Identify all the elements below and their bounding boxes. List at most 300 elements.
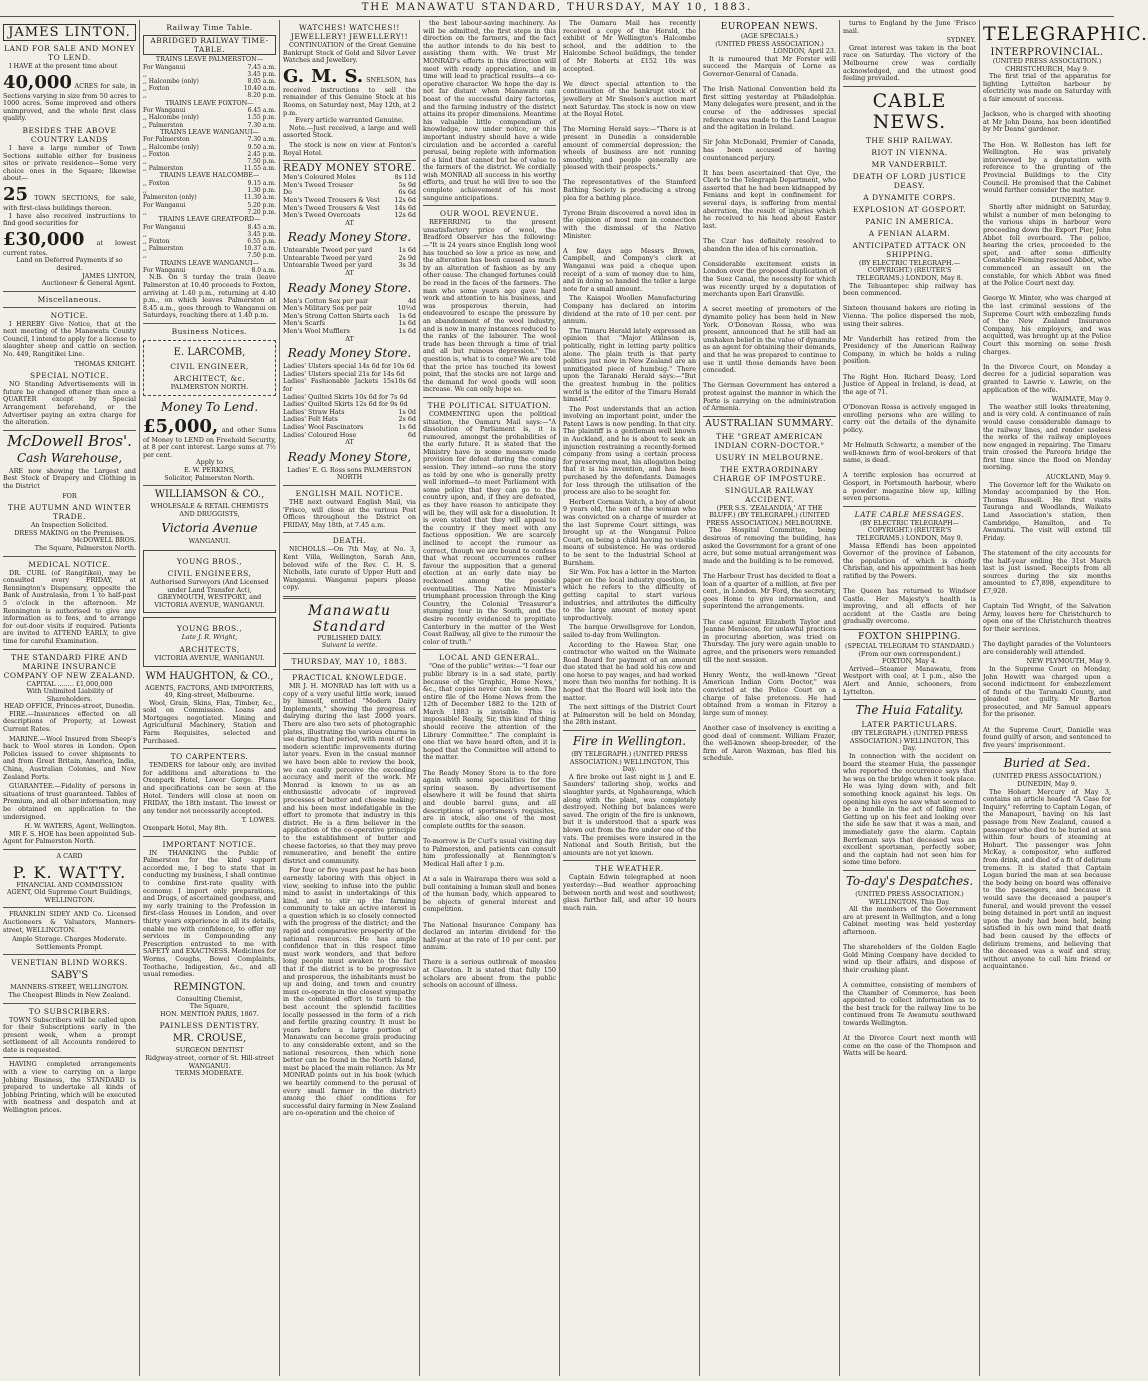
timetable-row	[143, 238, 276, 245]
wool-heading: OUR WOOL REVENUE.	[439, 209, 540, 219]
carpenters-text: TENDERS for labour only, are invited for additions and alterations to the Oxenpark Hotel, Lower Gorge. Plans and specifications can be seen at the Hotel. Tenders will close at noon on FRIDAY, the 18th instant. The lowest or any tender not necessarily accepted.	[143, 761, 276, 815]
insurance-liability: With Unlimited Liability of Shareholders.	[26, 687, 113, 703]
dateline-1: (UNITED PRESS ASSOCIATION.) CHRISTCHURCH, May 9.	[992, 57, 1102, 73]
australian-heading: AUSTRALIAN SUMMARY.	[705, 418, 834, 429]
remington-honour: HON. MENTION PARIS, 1867.	[160, 1009, 259, 1018]
railway-leave-palmerston: TRAINS LEAVE PALMERSTON—	[155, 55, 264, 63]
buried-heading: Buried at Sea.	[1003, 756, 1091, 771]
young-bros-engineers-ad	[143, 550, 276, 613]
timetable-row	[143, 180, 276, 187]
price-item: Men's Wool Mufflers	[283, 327, 350, 336]
timetable-row	[143, 151, 276, 158]
buried-text: The Hobart Mercury of May 3, contains an article headed "A Case for Inquiry," referring to Captain Logan, of the Manapouri, having on his last passage from New Zealand, caused a passenger who died to be buried at sea within four hours of steaming at Hobart. The passenger was John McKay, a compositor, who suffered from drink, and died of a fit of delirium tremens. It is stated that Captain Logan buried the man at sea because the body being on board was offensive to the passengers, and because it would save the deceased a pauper's funeral, and would prevent the vessel being detained in port until an inquest upon the body had been held, being satisfied in his own mind that death had been caused by the effects of delirium tremens, and believing that the deceased was a waif and stray, without anyone to call him friend or acquaintance.	[983, 787, 1111, 971]
huia-sub: LATER PARTICULARS.	[861, 720, 958, 730]
insurance-office: HEAD OFFICE, Princes-street, Dunedin.	[3, 702, 136, 711]
dateline-5: NEW PLYMOUTH, May 9.	[1026, 657, 1111, 666]
at-label: AT	[345, 269, 354, 278]
divider	[143, 748, 276, 749]
price-value: 3s 3d	[398, 261, 416, 270]
special-text: NO Standing Advertisements will in future be changed oftener than once a QUARTER except by Special Arrangement beforehand, or the Advertiser paying an extra charge for the alteration.	[3, 380, 136, 427]
misc-heading: Miscellaneous.	[37, 294, 102, 304]
timetable-destination: ,, Palmerston	[143, 245, 184, 253]
timetable-time: 7.30 a.m.	[247, 121, 276, 129]
divider	[3, 954, 136, 955]
timetable-row	[143, 114, 276, 121]
timetable-row	[143, 245, 276, 252]
column-5	[560, 20, 700, 1376]
timetable-destination: For Wanganui	[143, 63, 186, 71]
venetian-heading: VENETIAN BLIND WORKS.	[11, 958, 128, 968]
railway-subheading: ABRIDGED RAILWAY TIME-TABLE.	[143, 35, 276, 55]
ready-money-script: Ready Money Store.	[287, 346, 412, 361]
railway-leave-greatford: TRAINS LEAVE GREATFORD—	[158, 215, 261, 224]
larcomb-role-2: ARCHITECT, &c.	[173, 374, 246, 383]
dateline-2: DUNEDIN, May 9.	[1051, 195, 1111, 204]
english-mail-heading: ENGLISH MAIL NOTICE.	[295, 488, 404, 498]
mcdowell-inspect: An Inspection Solicited.	[30, 521, 109, 530]
fox-text: Sir Wm. Fox has a letter in the Marton paper on the local industry question, in which he refers to the difficulty of getting capital to start various industries, and attributes the difficulty to the large amount of money spent unproductively.	[563, 568, 696, 622]
practical-heading: PRACTICAL KNOWLEDGE.	[292, 673, 407, 683]
column-6	[700, 20, 840, 1376]
timetable-time: 6.55 p.m.	[247, 238, 276, 246]
telegraphic-text-3: The weather still looks threatening, and is very cold. A continuance of rain would cause considerable damage to the railway lines, and render useless the works of the railway employees now engaged in repairing. The Timaru train crossed the Pareora bridge the first time since the flood on Monday morning.	[983, 402, 1111, 472]
timetable-time: 7.50 p.m.	[247, 158, 276, 166]
timetable-time: 8.20 p.m.	[247, 92, 276, 100]
divider	[143, 323, 276, 324]
fire-subheading: (BY TELEGRAPH.) (UNITED PRESS ASSOCIATION.) WELLINGTON, This Day.	[569, 750, 690, 774]
price-value: 2s 9d	[398, 253, 416, 262]
money-to-lend-block	[143, 417, 276, 460]
carpenters-date: Oxenpark Hotel, May 8th.	[143, 824, 228, 832]
article-continued: the best labour-saving machinery. As will be admitted, the first steps in this direction on the farmers, and the fact the author intends to do his best to assisting them with. We trust Mr MONRAD's efforts in this direction will meet with ready appreciation, and in time will lead to practical results—a co-operative character. We hope the day is not far distant when Manawatu can boast of the successful dairy factories, and the farming industry of the district attains its proper dimensions. Meantime his valuable little compendium of knowledge, now under notice, or this important industry should have a wide circulation and be accorded a careful perusal, being replete with information of a kind that cannot but be of value to the farmers of the district. We cordially wish MONRAD all success in his worthy efforts, and trust he will live to see the complete achievement of his most sanguine anticipations.	[423, 19, 556, 202]
at-label: AT	[345, 334, 354, 343]
notice-heading: NOTICE.	[50, 310, 89, 320]
price-item: Ladies' Coloured Hose	[283, 430, 357, 439]
late-cable-heading: LATE CABLE MESSAGES.	[854, 509, 965, 519]
foxton-per: (SPECIAL TELEGRAM TO STANDARD.) (From our own correspondent.) FOXTON, May 4.	[844, 642, 975, 666]
column-7	[840, 20, 980, 1376]
besides-text: I have a large number of Town Sections suitable either for business sites or private residence—Some very choice ones in the Square; likewise about—	[3, 143, 136, 183]
divider	[563, 730, 696, 731]
money-amount: £30,000	[3, 228, 85, 250]
timetable-time: 5.20 p.m.	[247, 201, 276, 209]
cable-heading: CABLE NEWS.	[872, 89, 947, 133]
gms-name: G. M. S.	[283, 65, 364, 87]
column-1	[0, 20, 140, 1376]
young-bros-address: GREYMOUTH, WESTPORT, and VICTORIA AVENUE, WANGANUI.	[154, 593, 265, 609]
timetable-time: 11.30 a.m.	[243, 194, 276, 202]
at-label: AT	[345, 218, 354, 227]
divider	[283, 596, 416, 599]
timetable-destination: ,, Foxton	[143, 150, 170, 158]
timetable-time: 7.50 p.m.	[247, 252, 276, 260]
price-value: 14s 6d	[394, 203, 416, 212]
timetable-destination: For Palmerston	[143, 136, 190, 144]
young-bros-late: Late J. R. Wright,	[181, 633, 238, 642]
telegraphic-text-1: The first trial of the apparatus for lighting Lyttelton harbour by electricity was made on Saturday with a fair amount of success. Jackson, who is charged with shooting at Mr John Deans, has been identified by Mr Deans' gardener. The Hon. W. Rolleston has left for Wellington. He was privately interviewed by a deputation with reference to the granting of the Provincial Buildings to the City Council. He promised that the Cabinet would further consider the matter.	[983, 72, 1111, 195]
money-to-lend-text: and other Sums of Money to LEND on Freehold Security, at 8 per cent interest. Large sums at 7½ per cent.	[143, 425, 276, 459]
timetable-destination: ,,	[143, 158, 147, 166]
veitch-text: Herbert Corman Veitch, a boy of about 9 years old, the son of the woman who was convicted on a charge of murder at the last Supreme Court sittings, was brought up at the Wanganui Police Court, on being a child having no visible means of subsistence. He was ordered to be sent to the Industrial School at Burnham.	[563, 497, 696, 567]
subscribers-heading: TO SUBSCRIBERS.	[28, 1006, 111, 1016]
australian-sub-2: USURY IN MELBOURNE.	[715, 452, 824, 462]
english-mail-text: THE next outward English Mail, via 'Frisco, will close at the various Post Offices throughout the District on FRIDAY, May 18th, at 7.45 a.m.	[283, 497, 416, 529]
price-row	[283, 182, 416, 190]
railway-leave-foxton: TRAINS LEAVE FOXTON—	[165, 98, 254, 107]
mcdowell-trade: THE AUTUMN AND WINTER TRADE.	[7, 503, 132, 522]
timetable-row	[143, 78, 276, 85]
price-item: Men's Military Sox per pair	[283, 304, 373, 313]
divider	[3, 1057, 136, 1058]
australian-per: (PER S.S. 'ZEALANDIA,' AT THE BLUFF.) (BY TELEGRAPH.) (UNITED PRESS ASSOCIATION.) MELBOURNE.	[706, 503, 833, 527]
timetable-destination: ,,	[143, 230, 147, 238]
railway-table-palmerston	[143, 64, 276, 100]
price-item: Untearable Tweed per yard	[283, 261, 373, 270]
court-text: The next sittings of the District Court at Palmerston will be held on Monday, the 28th instant.	[563, 703, 696, 727]
money-to-lend-name: E. W. PERKINS,	[183, 465, 236, 474]
political-text: COMMENTING upon the political situation, the Oamaru Mail says:—"A dissolution of Parliament is, it is rumoured, amongst the probabilities of the early future. It is stated that the Ministry have in some measure made provision for defeat during the coming session. They intend—so runs the story as told by one who is generally pretty well informed—to meet Parliament with some policy that they can go to the country upon, and, if they are defeated, as they have reason to anticipate they will be, they will ask for a dissolution. It is even stated that they will appeal to the country if they meet with any factious opposition. We are scarcely inclined to accept the rumour as correct, though we are bound to confess that what recent occurrences rather favour the supposition that a general election at an early date may be reckoned among the possible eventualities. The Native Minister's triumphant procession through the King Country, the Colonial Treasurer's stumping tour in the South, and the desire recently evidenced to propitiate Canterbury in the matter of the West Coast Railway, all give to the rumour the color of truth."	[423, 409, 556, 646]
business-heading: Business Notices.	[171, 327, 248, 336]
post-text: The Post understands that an action involving an important point, under the Patent Laws is now pending. In that city. The plaintiff is a gentleman well known in Auckland, and he is about to seek an injunction restraining a recently-formed company from using a certain process for preserving meat, his allegation being that it is his invention, and has been purchased by the defendants. Damages for loss through the utilisation of the process are also to be sought for.	[563, 404, 696, 497]
gms-note: Note.—Just received, a large and well assorted Stock.	[283, 123, 416, 140]
timetable-time: 2.45 p.m.	[247, 150, 276, 158]
telegraphic-heading: TELEGRAPHIC.	[983, 23, 1148, 45]
timetable-destination: ,,	[143, 70, 147, 78]
cable-sub-3: MR VANDERBILT.	[871, 159, 948, 169]
late-cable-text: Massa Effendi has been appointed Governor of the province of Lebanon, the population of which is chiefly Christian, and his appointment has been ratified by the Powers. The Queen has returned to Windsor Castle. Her Majesty's health is improving, and all effects of her accident at the Castle are being gradually overcome.	[843, 541, 976, 626]
divider	[423, 205, 556, 206]
haughton-role: AGENTS, FACTORS, AND IMPORTERS, 49, King-street, Melbourne.	[145, 683, 274, 700]
timetable-destination: Palmerston (only)	[143, 194, 197, 202]
painless-heading: PAINLESS DENTISTRY.	[159, 1021, 260, 1031]
divider	[283, 669, 416, 670]
price-item: Ladies' Quilted Skirts 12s 6d for 9s 6d	[283, 400, 408, 409]
sydney-text: Great interest was taken in the boat race on Saturday. The victory of the Melbourne crew was cordially acknowledged, and the utmost good feeling prevailed.	[843, 43, 976, 83]
telegraphic-text-5: In the Supreme Court on Monday, John Hewitt was charged upon a second indictment for embezzlement of funds of the Taranaki County, and pleaded not guilty. Mr Barton prosecuted, and Mr Samuel appears for the prisoner. At the Supreme Court, Danielle was found guilty of arson, and sentenced to five years' imprisonment.	[983, 664, 1111, 749]
dateline-4: AUCKLAND, May 9.	[1045, 473, 1111, 482]
foxton-heading: FOXTON SHIPPING.	[858, 632, 961, 643]
railway-leave-halcombe: TRAINS LEAVE HALCOMBE—	[159, 171, 260, 180]
cable-sub-8: A FENIAN ALARM.	[868, 228, 951, 238]
land-heading: LAND FOR SALE AND MONEY TO LEND.	[4, 44, 135, 62]
timetable-time: 7.20 p.m.	[247, 208, 276, 216]
town-number: 25	[3, 183, 29, 205]
young-bros-architects-name: YOUNG BROS.,	[176, 624, 243, 634]
timetable-time: 10.37 a.m.	[243, 245, 276, 253]
practical-text: MR J. H. MONRAD has left with us a copy of a very useful little work, issued by himself, entitled "Modern Dairy Implements," showing the progress of dairying during the last 2000 years. There are also two sets of photographic plates, illustrating the various churns in use during that period, with most of the modern scientific improvements during later years. Even in the casual manner we have been able to review the book, we can easily perceive the exceeding accuracy and merit of the work. Mr Monrad is known to us as an enthusiastic advocate of improved processes of butter and cheese making; and his been most indefatigable in the effort to promote that industry in this district. He is a firm believer in the application of the co-operative principle to the establishment of butter and cheese factories, so that they may prove remunerative, and benefit the entire district and community.	[283, 682, 416, 865]
divider	[843, 506, 976, 507]
divider	[283, 485, 416, 486]
divider	[843, 699, 976, 700]
divider	[3, 907, 136, 908]
european-date: LONDON, April 23.	[773, 47, 836, 56]
money-to-lend-apply: Apply to	[196, 458, 223, 467]
fire-heading: Fire in Wellington.	[572, 734, 687, 749]
money-to-lend-address: Solicitor, Palmerston North.	[164, 473, 255, 482]
timetable-time: 8.0 a.m.	[251, 267, 276, 275]
divider	[983, 752, 1111, 753]
gms-view: The stock is now on view at Fenton's Royal Hotel.	[283, 140, 416, 157]
divider	[3, 291, 136, 292]
price-list-ladies	[283, 363, 416, 439]
timetable-time: 8.45 a.m.	[247, 223, 276, 231]
watches-heading: WATCHES! WATCHES!! JEWELLERY! JEWELLERY!!	[290, 23, 409, 41]
linton-role: Auctioneer & General Agent.	[41, 279, 136, 288]
railway-leave-wanganui-2: TRAINS LEAVE WANGANUI—	[160, 258, 259, 267]
town-block	[3, 185, 136, 213]
town-text: TOWN SECTIONS, for sale, with first-class buildings thereon.	[3, 193, 136, 212]
williamson-street: Victoria Avenue	[161, 521, 258, 536]
insurance-capital: CAPITAL ........ £1,000,000	[26, 679, 113, 688]
price-list-sox	[283, 298, 416, 336]
sabys-title: SABY'S	[50, 970, 89, 982]
crouse-address: Ridgway-street, corner of St. Hill-street WANGANUI.	[145, 1054, 274, 1070]
timetable-destination: ,, Foxton	[143, 238, 170, 246]
price-value: 10s 6d	[394, 377, 416, 386]
cable-sub-1: THE SHIP RAILWAY.	[865, 135, 954, 145]
timetable-time: 8.05 a.m.	[247, 78, 276, 85]
australian-sub-4: SINGULAR RAILWAY ACCIDENT.	[724, 485, 815, 504]
insurance-fire: FIRE.—Insurances effected on all descriptions of Property, at Lowest Current Rates.	[3, 709, 136, 734]
railway-table-wanganui	[143, 136, 276, 172]
divider	[3, 307, 136, 308]
mcdowell-address: The Square, Palmerston North.	[34, 543, 136, 552]
divider	[3, 556, 136, 557]
news-text-1: The Oamaru Mail has recently received a copy of the Herald, the exhibit of Mr Wellington's Halcombe school, and the addition to the Halcombe School buildings, the tender of Mr Roberts at £152 10s was accepted. We direct special attention to the continuation of the bankrupt stock of jewellery at Mr Snelson's auction mart next Saturday. The stock is now on view at the Royal Hotel. The Morning Herald says:—"There is at present in Dunedin a considerable amount of commercial depression; the wheels of business are not running smoothly, and people generally are pleased with their prospects." The representatives of the Stamford Bathing Society is producing a strong plea for a bathing place. Tyrone Brain discovered a novel idea in the opinion of most men in connection with the dismissal of the Native Minister. A few days ago Messrs Brown, Campbell, and Company's clerk at Wanganui was paid a cheque upon receipt of a sum of money due to him, and in doing so handed the teller a large note for a small amount.	[563, 19, 696, 293]
dateline-3: WAIMATE, May 9.	[1051, 395, 1111, 404]
timetable-time: 1.55 p.m.	[247, 114, 276, 122]
price-value: 12s 6d	[394, 195, 416, 204]
mcdowell-title: McDowell Bros'.	[7, 431, 132, 450]
gms-block	[283, 67, 416, 117]
crouse-name: MR. CROUSE,	[172, 1033, 247, 1045]
divider	[3, 849, 136, 850]
price-list-mens	[283, 174, 416, 220]
column-2	[140, 20, 280, 1376]
timetable-destination: ,,	[143, 92, 147, 100]
timaru-text: The Timaru Herald lately expressed an opinion that "Major Atkinson is, politically, right in letting party politics alone. The plain truth is that party politics just now in New Zealand are an unmitigated piece of humbug." There upon the Taranaki Herald says:—"But the greatest humbug in the politics world is the editor of the Timaru Herald himself."	[563, 326, 696, 404]
price-item: Do	[283, 188, 292, 197]
wool-text: REFERRING to the present unsatisfactory price of wool, the Bradford Observer has the following:—"It is 24 years since English long wool has touched so low a price as now, and the alteration has been caused as much by an alteration of fashion as by any other cause. The changed fortunes could be read in the faces of the farmers. The man who some years ago gave hard work and attention to his business, and was prosperous therein, had endeavoured to escape the pressure by an abandonment of the wool industry, and is now in many instances reduced to the ranks of the labourer. The wool trade has been through a time of trial and all but ruinous depression." The question is, what is to come? We are told that the price has touched its lowest point, that the stocks are not large and the demand for wool goods will soon increase. We can only hope so.	[423, 218, 556, 394]
larcomb-address: PALMERSTON NORTH.	[170, 383, 249, 391]
price-value: 6s 6d	[398, 188, 416, 197]
price-item: Ladies' Ulsters special 14s 6d for 10s 6d	[283, 362, 415, 371]
divider	[843, 86, 976, 87]
telegraphic-text-4: The Governor left for the Waikato on Monday accompanied by the Hon. Thomas Russell. He first visits Tauranga and Woodlands, Waikato Land Association's station, then Cambridge, Hamilton, and Te Awamutu. The visit will extend till Friday. The statement of the city accounts for the half-year ending the 31st March last is just issued. Receipts from all sources during the six months amounted to £7,898, expenditure to £7,928. Captain Ted Wright, of the Salvation Army, leaves here for Christchurch to open one of the Christchurch theatres for their services. The daylight parades of the Volunteers are considerably well attended.	[983, 480, 1111, 656]
cable-sub-6: EXPLOSION AT GOSPORT.	[852, 204, 967, 214]
timetable-destination: ,, Halcombe (only)	[143, 114, 199, 122]
cable-sub-2: RIOT IN VIENNA.	[871, 147, 948, 157]
timetable-row	[143, 71, 276, 78]
railway-table-greatford	[143, 224, 276, 260]
ready-money-script: Ready Money Store,	[287, 449, 412, 464]
timetable-time: 7.30 a.m.	[247, 136, 276, 144]
timetable-time: 7.45 a.m.	[247, 63, 276, 71]
besides-heading: BESIDES THE ABOVE COUNTRY LANDS	[22, 125, 117, 144]
timetable-destination: ,, Foxton	[143, 180, 170, 188]
price-item: Men's Strong Cotton Shirts each	[283, 311, 390, 320]
price-value: 8s 11d	[394, 173, 416, 182]
williamson-town: WANGANUI.	[188, 537, 231, 546]
price-list-tweed	[283, 247, 416, 270]
acres-number: 40,000	[3, 71, 72, 93]
linton-title: JAMES LINTON.	[3, 24, 136, 41]
cable-per: (BY ELECTRIC TELEGRAPH.—COPYRIGHT.) (REUTER'S TELEGRAMS.) LONDON, May 8.	[856, 258, 963, 282]
insurance-heading: THE STANDARD FIRE AND MARINE INSURANCE COMPANY OF NEW ZEALAND.	[3, 652, 136, 680]
timetable-row	[143, 144, 276, 151]
timetable-time: 3.45 p.m.	[247, 70, 276, 78]
divider	[143, 485, 276, 486]
crouse-role: SURGEON DENTIST	[175, 1046, 244, 1055]
williamson-name: WILLIAMSON & CO.,	[154, 489, 265, 501]
crouse-terms: TERMS MODERATE.	[175, 1069, 244, 1078]
at-label: AT	[345, 438, 354, 447]
price-item: Ladies' Quilted Skirts 10s 6d for 7s 6d	[283, 392, 408, 401]
railway-heading: Railway Time Table.	[166, 23, 253, 32]
sidey-storage: Ample Storage. Charges Moderate.	[12, 935, 127, 944]
watches-text: CONTINUATION of the Great Genuine Bankrupt Stock of Gold and Silver Lever Watches and Jewellery.	[283, 41, 416, 65]
young-bros-sub: Authorised Surveyors (And Licensed under Land Transfer Act),	[150, 577, 269, 594]
subscribers-text: TOWN Subscribers will be called upon for their Subscriptions early in the present week, when a prompt settlement of all Accounts rendered to date is requested.	[3, 1015, 136, 1054]
divider	[3, 649, 136, 650]
carpenters-signature: T. LOWES.	[241, 816, 276, 825]
ready-money-heading: READY MONEY STORE.	[283, 163, 416, 175]
timetable-destination: ,,	[143, 208, 147, 216]
timetable-destination: For Wanganui	[143, 267, 186, 275]
price-value: 10½d	[397, 304, 416, 313]
notice-text: I HEREBY Give Notice, that at the next meeting of the Manawatu County Council, I intend to apply for a license to slaughter sheep and cattle on section No. 449, Rangitikei Line.	[3, 319, 136, 359]
divider	[283, 160, 416, 161]
larcomb-role-1: CIVIL ENGINEER,	[170, 362, 249, 371]
gms-text: SNELSON, has received instructions to sell the remainder of this Genuine Stock at his Rooms, on Saturday next, May 12th, at 2 p.m.	[283, 75, 416, 117]
land-intro: I HAVE at the present time about	[9, 62, 118, 70]
gms-warranted: Every article warranted Genuine.	[295, 116, 404, 125]
remington-address: The Square,	[189, 1002, 230, 1011]
price-item: Ladies' Felt Hats	[283, 415, 338, 424]
watty-text: FINANCIAL AND COMMISSION AGENT, Old Supreme Court Buildings, WELLINGTON.	[6, 880, 133, 904]
railway-table-halcombe	[143, 180, 276, 216]
price-value: 1s 6d	[398, 319, 416, 328]
timetable-destination: For Wanganui	[143, 201, 186, 209]
price-value: 1s 6d	[398, 246, 416, 255]
paper-daily: PUBLISHED DAILY.	[317, 633, 382, 642]
price-item: Untearable Tweed per yard	[283, 253, 373, 262]
price-item: Ladies' Ulsters special 21s for 14s 6d	[283, 369, 405, 378]
invest-text: I have also received instructions to find good securities for	[3, 211, 136, 228]
price-value: 4d	[407, 296, 416, 305]
sidey-settlements: Settlements Prompt.	[36, 942, 103, 951]
column-3	[280, 20, 420, 1376]
australian-sub-3: THE EXTRAORDINARY CHARGE OF IMPOSTURE.	[713, 464, 826, 483]
price-item: Men's Tweed Overcoats	[283, 211, 361, 220]
price-value: 1s 6d	[398, 327, 416, 336]
timetable-time: 3.45 p.m.	[247, 230, 276, 238]
timetable-row	[143, 64, 276, 71]
price-value: 12s 6d	[394, 211, 416, 220]
ready-money-address: Ladies' E. G. Ross sons PALMERSTON NORTH	[287, 465, 412, 482]
weather-heading: THE WEATHER.	[595, 864, 664, 874]
weather-text: Captain Edwin telegraphed at noon yesterday:—Bad weather approaching between north and west and southwest; glass further fall, and after 10 hours much rain.	[563, 873, 696, 912]
despatches-heading: To-day's Despatches.	[845, 873, 974, 888]
paper-motto: Suivant la verite.	[321, 641, 378, 650]
insurance-marine: MARINE.—Wool Insured from Sheep's back to Wool stores in London. Open Policies issued to cover shipments to and from Great Britain, America, India, China, Australian Colonies, and New Zealand Ports.	[3, 734, 136, 781]
timetable-row	[143, 194, 276, 201]
timetable-row	[143, 107, 276, 114]
political-heading: THE POLITICAL SITUATION.	[427, 400, 552, 410]
sabys-address: MANNERS-STREET, WELLINGTON.	[10, 983, 129, 992]
price-row	[283, 378, 416, 393]
price-item: Men's Coloured Moles	[283, 173, 356, 182]
deeds-text: Land on Deferred Payments if so desired.	[16, 256, 123, 272]
timetable-destination: For Wanganui	[143, 223, 186, 231]
timetable-row	[143, 85, 276, 92]
price-value: 2s 6d	[398, 415, 416, 424]
cable-sub-7: PANIC IN AMERICA.	[865, 216, 954, 226]
price-item: Men's Cotton Sox per pair	[283, 296, 369, 305]
huia-heading: The Huia Fatality.	[855, 703, 964, 718]
money-text: at lowest current rates.	[3, 238, 136, 257]
young-bros-architects-ad	[143, 617, 276, 666]
larcomb-ad	[143, 340, 276, 396]
divider	[843, 629, 976, 630]
important-text: IN THANKING the Public of Palmerston for the kind support accorded me, I beg to state that in conducting my business, I shall continue to combine first-rate quality with economy. I import only preparations, and Drugs, of ascertained goodness, and my early training to the Profession in first-class Houses in London, and over thirty years experience in all its details, enable me with confidence, to offer my services in Compounding any Prescription entrusted to me with SAFETY and EXACTNESS. Medicines for Worms, Coughs, Bowel Complaints, Toothache, Indigestion, &c., and all usual remedies.	[143, 848, 276, 979]
foxton-text: Arrived—Steamer Manawatu, from Westport with coal, at 1 p.m., also the Alert and Annie, schooners, from Lyttelton.	[843, 664, 976, 696]
medical-heading: MEDICAL NOTICE.	[28, 559, 111, 569]
timetable-time: 1.30 p.m.	[247, 187, 276, 195]
mcdowell-dress: DRESS MAKING on the Premises.	[14, 528, 125, 537]
timetable-row	[143, 158, 276, 165]
price-item: Ladies' Wool Fascinators	[283, 422, 364, 431]
timetable-time: 9.50 a.m.	[247, 143, 276, 151]
despatches-text: All the members of the Government are at present in Wellington, and a long Cabinet meeting was held yesterday afternoon. The shareholders of the Golden Eagle Gold Mining Company have decided to wind up their affairs, and dispose of their crushing plant. A committee, consisting of members of the Chamber of Commerce, has been appointed to collect information as to the best track for the railway line to be continued from Te Awamutu southward towards Wellington. At the Divorce Court next month will come on the case of the Thompson and Watts will be heard.	[843, 905, 976, 1058]
telegraphic-text-2: Shortly after midnight on Saturday, whilst a number of men belonging to the various ships in harbour were proceeding down the Export Pier, John Abbot fell overboard. The police, hearing the cries, proceeded to the spot, and after some difficulty Constable Fleming rescued Abbot, who commenced an assault on the constable, for which Abbot was fined at the Police Court next day. George W. Minter, who was charged at the last criminal sessions of the Supreme Court with embezzling funds of the New Zealand Insurance Company, his employers, and was acquitted, was brought up at the Police Court this morning on some fresh charges. In the Divorce Court, on Monday a decree for a judicial separation was granted to Lawrie v. Lawrie, on the application of the wife.	[983, 203, 1111, 394]
timetable-time: 9.15 a.m.	[247, 180, 276, 188]
divider	[563, 860, 696, 861]
williamson-role: WHOLESALE & RETAIL CHEMISTS AND DRUGGISTS,	[150, 502, 269, 518]
divider	[423, 649, 556, 650]
acres-text: ACRES for sale, in Sections varying in size from 50 acres to 1000 acres. Some improved and others unimproved, and the whole first class quality.	[3, 81, 136, 123]
price-item: Ladies' Fashionable Jackets 15s for	[283, 377, 395, 393]
sydney-dateline: SYDNEY.	[946, 36, 976, 45]
timetable-destination: ,, Palmerston	[143, 121, 184, 129]
jobbing-text: HAVING completed arrangements with a view to carrying on a large Jobbing Business, the STANDARD is prepared to undertake all kinds of Jobbing Printing, which will be executed with neatness and despatch and at Wellington prices.	[3, 1060, 136, 1115]
hawea-text: According to the Hawea Star, one contractor who waited on the Waimate Road Board for payment of an amount due stated that he had sold his cow and one horse to pay wages, and had worked more than two months for nothing. It is hoped that the Board will look into the matter.	[563, 640, 696, 702]
price-item: Men's Tweed Trouser	[283, 180, 354, 189]
insurance-guarantee: GUARANTEE.—Fidelity of persons in situations of trust guaranteed. Tables of Premium, and all other information, may be obtained on application to the undersigned.	[3, 782, 136, 821]
money-to-lend-heading: Money To Lend.	[160, 399, 259, 414]
important-heading: IMPORTANT NOTICE.	[162, 839, 257, 849]
divider	[3, 430, 136, 431]
price-item: Men's Tweed Trousers & Vest	[283, 203, 380, 212]
carpenters-heading: TO CARPENTERS.	[170, 752, 249, 762]
young-bros-architects-role: ARCHITECTS,	[179, 644, 240, 654]
late-cable-per: (BY ELECTRIC TELEGRAPH—COPYRIGHT.) (REUTER'S TELEGRAMS.) LONDON, May 9.	[856, 518, 963, 542]
larcomb-name: E. LARCOMB,	[173, 347, 246, 358]
divider	[843, 870, 976, 871]
linton-signature: JAMES LINTON,	[82, 271, 136, 280]
railway-note: N.B. On S turday the train (leave Palmerston at 10.40 proceeds to Foxton, arriving at 1.40 p.m., returning at 4.40 p.m., on which leaves Palmerston at 8.45 a.m., goes through to Wanganui on Saturdays, reaching there at 1.40 p.m.	[143, 273, 276, 320]
timetable-destination: ,, Foxton	[143, 85, 170, 93]
insurance-hoe: MR F. S. HOE has been appointed Sub-Agent for Palmerston North.	[3, 829, 136, 846]
sabys-text: The Cheapest Blinds in New Zealand.	[8, 990, 131, 999]
death-text: NICHOLLS.—On 7th May, at No. 3, Kent Villa, Wellington, Sarah Ann, beloved wife of the Rev. C. H. S. Nicholls, late curate of Upper Hutt and Wanganui. Wanganui papers please copy.	[283, 545, 416, 592]
european-heading: EUROPEAN NEWS.	[720, 22, 819, 32]
money-to-lend-amount: £5,000,	[143, 415, 219, 437]
price-item: Men's Tweed Trousers & Vest	[283, 195, 380, 204]
european-upa: (UNITED PRESS ASSOCIATION.)	[715, 39, 824, 48]
timetable-time: 6.45 a.m.	[247, 107, 276, 115]
ready-money-script: Ready Money Store.	[287, 230, 412, 245]
